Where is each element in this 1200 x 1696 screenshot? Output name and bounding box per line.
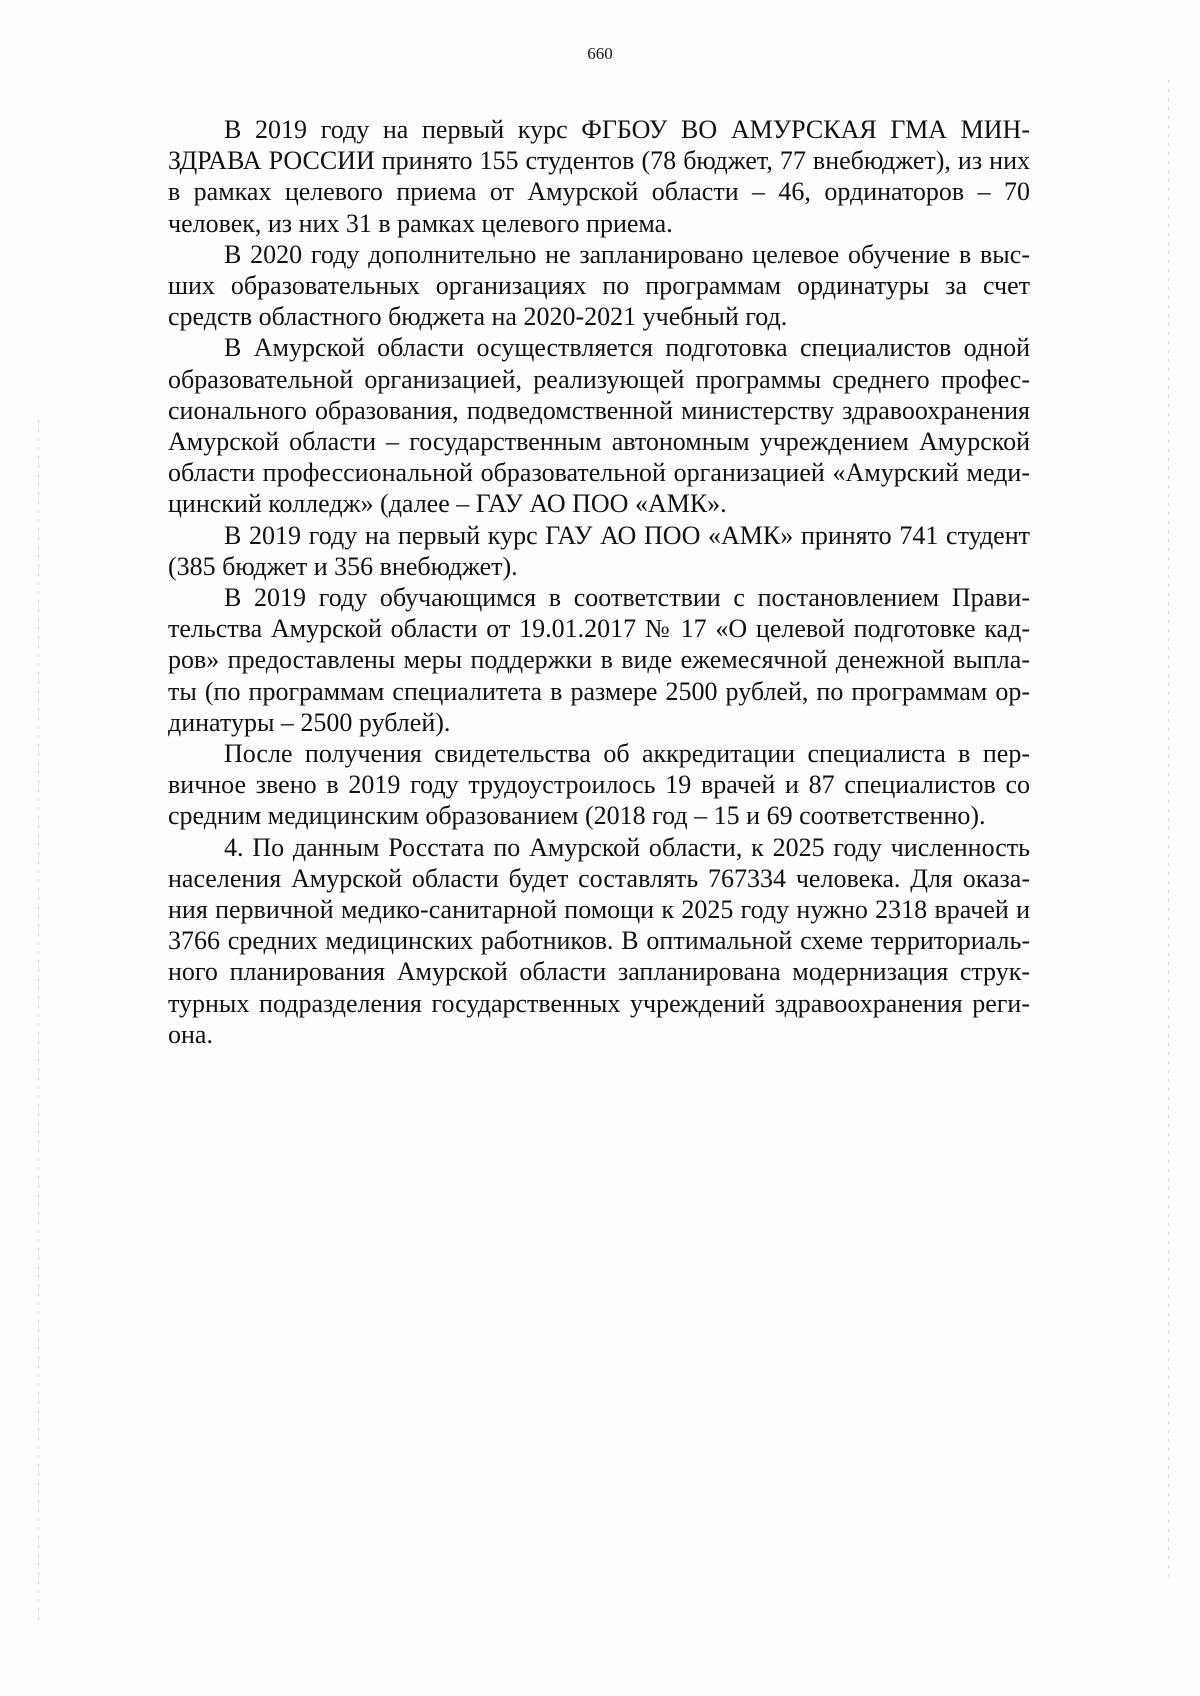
- paragraph-3: В Амурской области осуществляется подготовка специалистов одной образовательной организацией, реализующей программы среднего профессионального образования, подведомственной министерству здравоохранения Амурской области – государственным автономным учреждением Амурской области профессиональной образовательной организацией «Амурский медицинский колледж» (далее – ГАУ АО ПОО «АМК».: [168, 333, 1030, 519]
- scan-artifact-right: [1168, 80, 1169, 1580]
- paragraph-6: После получения свидетельства об аккредитации специалиста в первичное звено в 2019 году трудоустроилось 19 врачей и 87 специалистов со средним медицинским образованием (2018 год – 15 и 69 соответственно).: [168, 739, 1030, 831]
- paragraph-7: 4. По данным Росстата по Амурской области, к 2025 году численность населения Амурской области будет составлять 767334 человека. Для оказания первичной медико-санитарной помощи к 2025 году нужно 2318 врачей и 3766 средних медицинских работников. В оптимальной схеме территориального планирования Амурской области запланирована модернизация структурных подразделения государственных учреждений здравоохранения региона.: [168, 832, 1030, 1049]
- paragraph-2: В 2020 году дополнительно не запланировано целевое обучение в высших образовательных организациях по программам ординатуры за счет средств областного бюджета на 2020-2021 учебный год.: [168, 239, 1030, 332]
- paragraph-1: В 2019 году на первый курс ФГБОУ ВО АМУРСКАЯ ГМА МИНЗДРАВА РОССИИ принято 155 студентов (78 бюджет, 77 внебюджет), из них в рамках целевого приема от Амурской области – 46, ординаторов – 70 человек, из них 31 в рамках целевого приема.: [168, 115, 1030, 238]
- paragraph-5: В 2019 году обучающимся в соответствии с постановлением Правительства Амурской области от 19.01.2017 № 17 «О целевой подготовке кадров» предоставлены меры поддержки в виде ежемесячной денежной выплаты (по программам специалитета в размере 2500 рублей, по программам ординатуры – 2500 рублей).: [168, 583, 1030, 737]
- page-number: 660: [587, 44, 613, 63]
- paragraph-4: В 2019 году на первый курс ГАУ АО ПОО «АМК» принято 741 студент (385 бюджет и 356 внебюджет).: [168, 520, 1030, 581]
- document-body: [168, 114, 1030, 1050]
- scan-artifact-left: [38, 420, 39, 1620]
